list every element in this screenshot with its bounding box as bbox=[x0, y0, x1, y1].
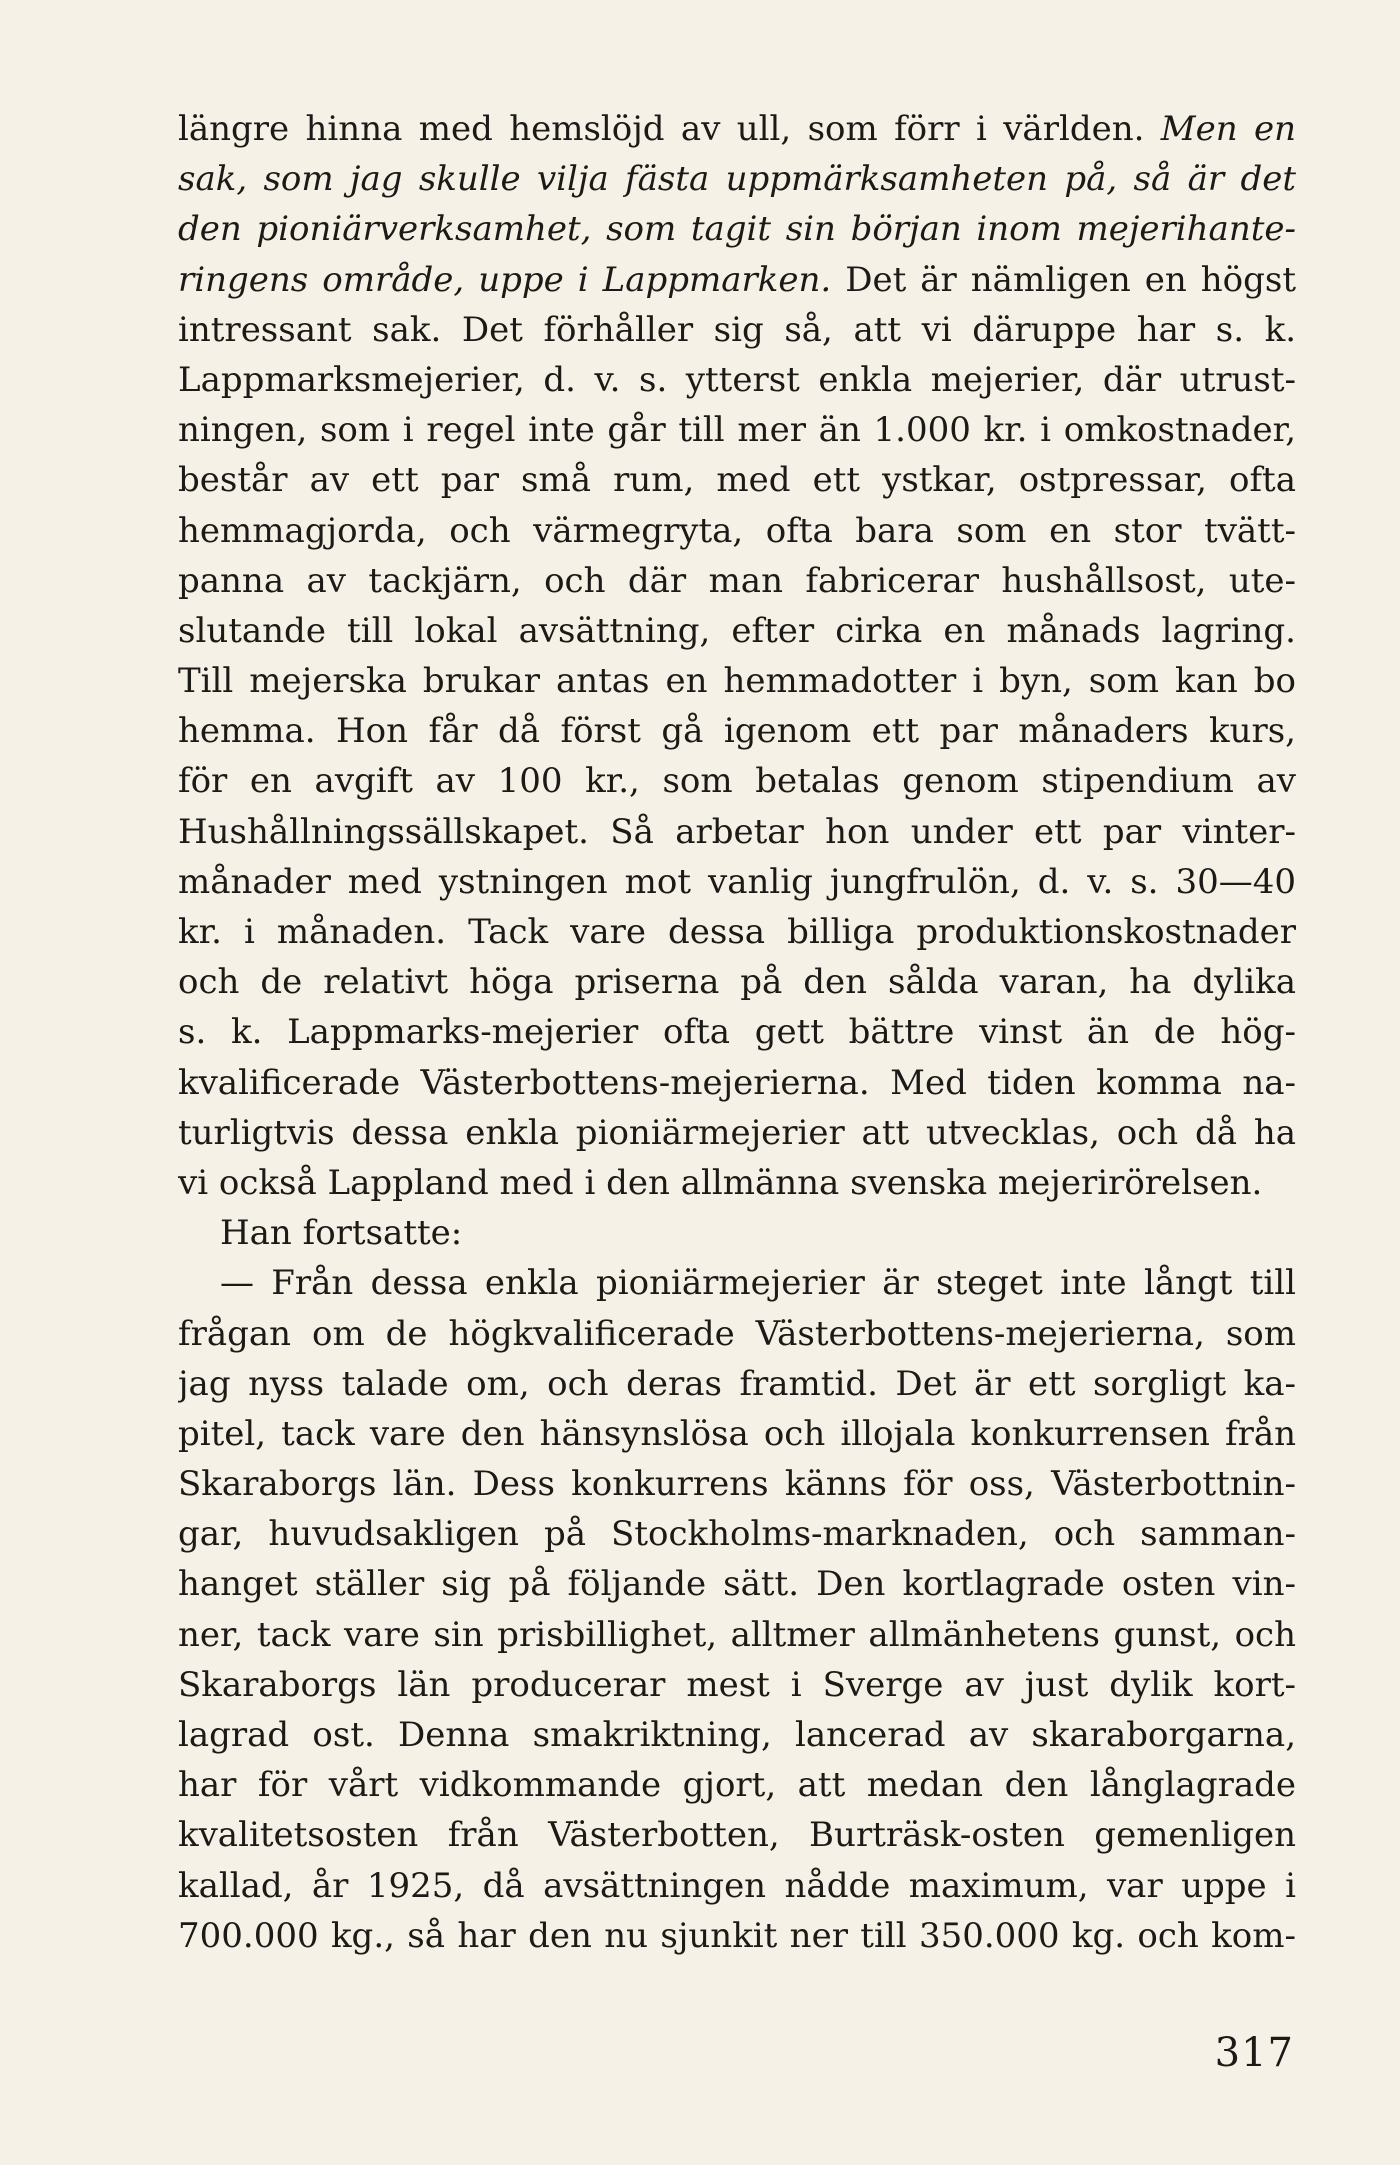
text-line: och de relativt höga priserna på den sålda varan, ha dylika bbox=[178, 962, 1296, 1003]
text-line: har för vårt vidkommande gjort, att medan den långlagrade bbox=[178, 1765, 1296, 1806]
text-line: ningen, som i regel inte går till mer än 1.000 kr. i omkostnader, bbox=[178, 410, 1296, 451]
text-line: kr. i månaden. Tack vare dessa billiga produktionskostnader bbox=[178, 912, 1296, 952]
text-line: panna av tackjärn, och där man fabricerar hushållsost, ute- bbox=[178, 560, 1296, 601]
text-line: ringens område, uppe i Lappmarken. Det är nämligen en högst bbox=[178, 259, 1296, 300]
text-line: längre hinna med hemslöjd av ull, som förr i världen. Men en bbox=[178, 109, 1296, 149]
text-line: slutande till lokal avsättning, efter cirka en månads lagring. bbox=[178, 610, 1296, 651]
text-line: Skaraborgs län. Dess konkurrens känns för oss, Västerbottnin- bbox=[178, 1464, 1296, 1505]
text-line: hanget ställer sig på följande sätt. Den kortlagrade osten vin- bbox=[178, 1564, 1296, 1605]
text-line: Hushållningssällskapet. Så arbetar hon under ett par vinter- bbox=[178, 811, 1296, 852]
text-line: sak, som jag skulle vilja fästa uppmärksamheten på, så är det bbox=[178, 159, 1296, 200]
text-line: ner, tack vare sin prisbillighet, alltmer allmänhetens gunst, och bbox=[178, 1614, 1296, 1655]
text-line: gar, huvudsakligen på Stockholms-marknaden, och samman- bbox=[178, 1514, 1296, 1555]
text-line: lagrad ost. Denna smakriktning, lancerad av skaraborgarna, bbox=[178, 1715, 1296, 1755]
text-line: 700.000 kg., så har den nu sjunkit ner till 350.000 kg. och kom- bbox=[178, 1915, 1296, 1956]
text-line: kvalitetsosten från Västerbotten, Burträsk-osten gemenligen bbox=[178, 1815, 1296, 1856]
text-line: kallad, år 1925, då avsättningen nådde maximum, var uppe i bbox=[178, 1865, 1296, 1906]
text-line: Lappmarksmejerier, d. v. s. ytterst enkla mejerier, där utrust- bbox=[178, 359, 1296, 400]
text-line: Han fortsatte: bbox=[220, 1213, 463, 1254]
text-line: vi också Lappland med i den allmänna svenska mejerirörelsen. bbox=[178, 1162, 1263, 1203]
text-line: jag nyss talade om, och deras framtid. Det är ett sorgligt ka- bbox=[178, 1363, 1296, 1404]
text-line: Till mejerska brukar antas en hemmadotter i byn, som kan bo bbox=[178, 661, 1296, 702]
text-line: — Från dessa enkla pioniärmejerier är steget inte långt till bbox=[220, 1263, 1296, 1304]
text-line: s. k. Lappmarks-mejerier ofta gett bättre vinst än de hög- bbox=[178, 1012, 1296, 1053]
text-line: Skaraborgs län producerar mest i Sverge av just dylik kort- bbox=[178, 1664, 1296, 1705]
text-line: består av ett par små rum, med ett ystkar, ostpressar, ofta bbox=[178, 460, 1296, 501]
text-line: intressant sak. Det förhåller sig så, att vi däruppe har s. k. bbox=[178, 309, 1296, 350]
text-line: hemmagjorda, och värmegryta, ofta bara som en stor tvätt- bbox=[178, 510, 1296, 551]
text-line: pitel, tack vare den hänsynslösa och illojala konkurrensen från bbox=[178, 1413, 1296, 1454]
text-line: hemma. Hon får då först gå igenom ett par månaders kurs, bbox=[178, 711, 1296, 752]
text-line: för en avgift av 100 kr., som betalas genom stipendium av bbox=[178, 761, 1296, 802]
text-line: månader med ystningen mot vanlig jungfrulön, d. v. s. 30—40 bbox=[178, 861, 1296, 902]
body-text bbox=[178, 104, 1296, 1961]
text-line: frågan om de högkvalificerade Västerbottens-mejerierna, som bbox=[178, 1313, 1296, 1354]
text-line: turligtvis dessa enkla pioniärmejerier att utvecklas, och då ha bbox=[178, 1112, 1296, 1153]
page-number: 317 bbox=[1214, 2030, 1294, 2076]
text-line: kvalificerade Västerbottens-mejerierna. Med tiden komma na- bbox=[178, 1062, 1296, 1103]
text-line: den pioniärverksamhet, som tagit sin början inom mejerihante- bbox=[178, 209, 1296, 250]
